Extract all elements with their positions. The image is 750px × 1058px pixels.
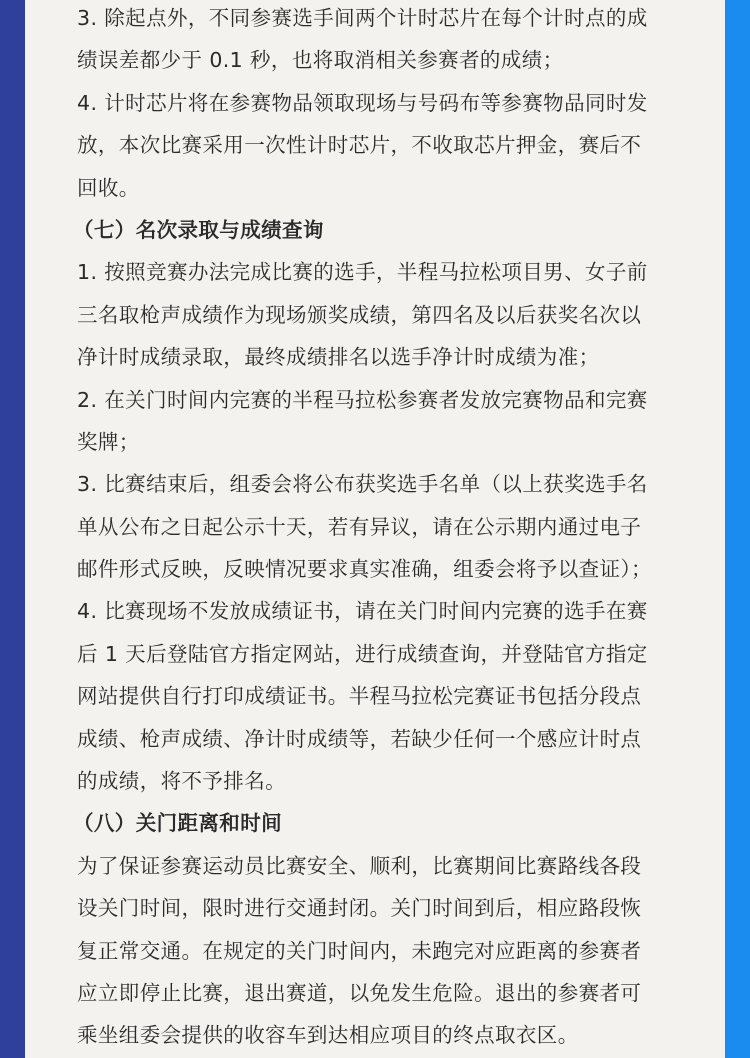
paragraph-line: 净计时成绩录取，最终成绩排名以选手净计时成绩为准； bbox=[77, 345, 600, 370]
paragraph-line: 邮件形式反映，反映情况要求真实准确，组委会将予以查证）； bbox=[77, 557, 652, 582]
paragraph-line: 三名取枪声成绩作为现场颁奖成绩，第四名及以后获奖名次以 bbox=[77, 302, 642, 327]
paragraph-line: 成绩、枪声成绩、净计时成绩等，若缺少任何一个感应计时点 bbox=[77, 726, 642, 751]
paragraph-line: 4. 比赛现场不发放成绩证书，请在关门时间内完赛的选手在赛 bbox=[77, 599, 648, 624]
paragraph-line: 应立即停止比赛，退出赛道，以免发生危险。退出的参赛者可 bbox=[77, 980, 642, 1005]
paragraph-line: 单从公布之日起公示十天，若有异议，请在公示期内通过电子 bbox=[77, 514, 642, 539]
paragraph-line: 的成绩，将不予排名。 bbox=[77, 769, 286, 794]
paragraph-line: 4. 计时芯片将在参赛物品领取现场与号码布等参赛物品同时发 bbox=[77, 90, 648, 115]
paragraph-line: 回收。 bbox=[77, 175, 140, 200]
paragraph-line: 后 1 天后登陆官方指定网站，进行成绩查询，并登陆官方指定 bbox=[77, 641, 648, 666]
document-body bbox=[73, 0, 687, 1057]
paragraph-line: 绩误差都少于 0.1 秒，也将取消相关参赛者的成绩； bbox=[77, 48, 564, 73]
paragraph-line: 2. 在关门时间内完赛的半程马拉松参赛者发放完赛物品和完赛 bbox=[77, 387, 648, 412]
section-heading: （七）名次录取与成绩查询 bbox=[73, 217, 324, 242]
paragraph-line: 设关门时间，限时进行交通封闭。关门时间到后，相应路段恢 bbox=[77, 896, 642, 921]
paragraph-line: 3. 除起点外，不同参赛选手间两个计时芯片在每个计时点的成 bbox=[77, 6, 648, 30]
right-border bbox=[725, 0, 750, 1058]
paragraph-line: 为了保证参赛运动员比赛安全、顺利，比赛期间比赛路线各段 bbox=[77, 853, 642, 878]
paragraph-line: 奖牌； bbox=[77, 429, 140, 454]
paragraph-line: 3. 比赛结束后，组委会将公布获奖选手名单（以上获奖选手名 bbox=[77, 472, 648, 497]
paragraph-line: 放，本次比赛采用一次性计时芯片，不收取芯片押金，赛后不 bbox=[77, 133, 642, 158]
paragraph-line: 乘坐组委会提供的收容车到达相应项目的终点取衣区。 bbox=[77, 1023, 579, 1048]
section-heading: （八）关门距离和时间 bbox=[73, 811, 282, 836]
paragraph-line: 1. 按照竞赛办法完成比赛的选手，半程马拉松项目男、女子前 bbox=[77, 260, 648, 285]
paragraph-line: 复正常交通。在规定的关门时间内，未跑完对应距离的参赛者 bbox=[77, 938, 642, 963]
left-border bbox=[0, 0, 25, 1058]
paragraph-line: 网站提供自行打印成绩证书。半程马拉松完赛证书包括分段点 bbox=[77, 684, 642, 709]
